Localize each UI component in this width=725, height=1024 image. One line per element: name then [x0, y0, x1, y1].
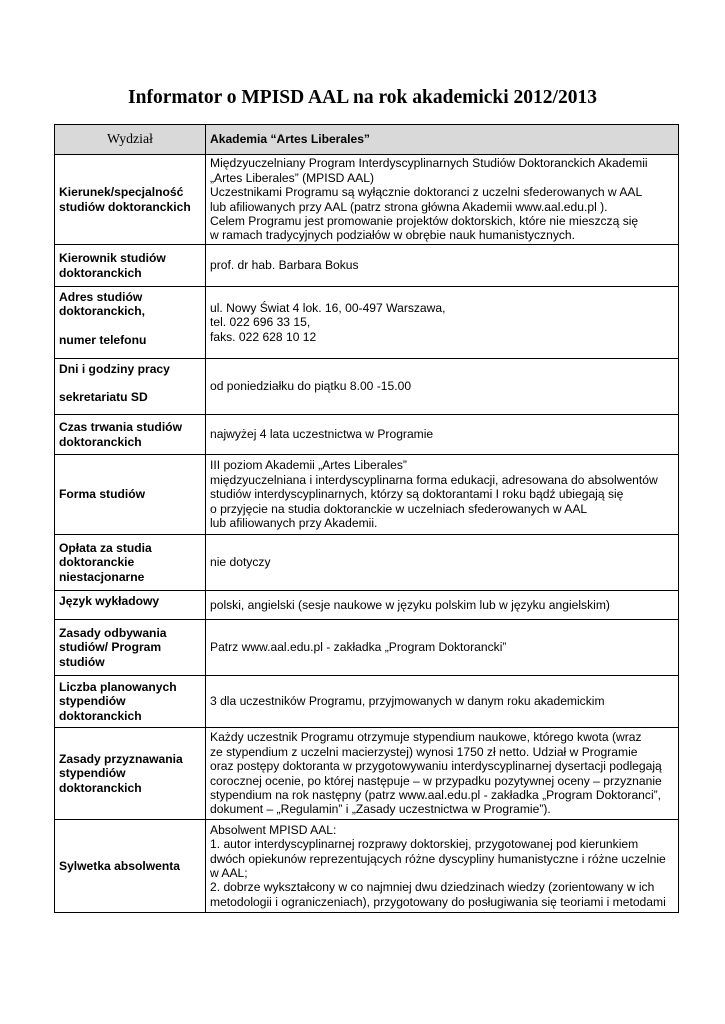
row-field-of-study — [55, 155, 679, 245]
label-tuition: Opłata za studia doktoranckie niestacjonarne — [55, 535, 206, 591]
label-scholarship-count: Liczba planowanych stypendiów doktoranckich — [55, 676, 206, 728]
value-language: polski, angielski (sesje naukowe w języku polskim lub w języku angielskim) — [206, 591, 679, 620]
label-duration: Czas trwania studiów doktoranckich — [55, 415, 206, 455]
label-language: Język wykładowy — [55, 591, 206, 620]
row-study-form — [55, 455, 679, 535]
row-tuition — [55, 535, 679, 591]
value-scholarship-count: 3 dla uczestników Programu, przyjmowanych w danym roku akademickim — [206, 676, 679, 728]
value-duration: najwyżej 4 lata uczestnictwa w Programie — [206, 415, 679, 455]
header-faculty-value: Akademia “Artes Liberales” — [206, 125, 679, 155]
row-office-hours — [55, 359, 679, 415]
label-study-form: Forma studiów — [55, 455, 206, 535]
row-study-rules — [55, 620, 679, 676]
value-address: ul. Nowy Świat 4 lok. 16, 00-497 Warszawa, tel. 022 696 33 15, faks. 022 628 10 12 — [206, 287, 679, 359]
value-field-of-study: Międzyuczelniany Program Interdyscyplinarnych Studiów Doktoranckich Akademii „Artes Liberales” (MPISD AAL) Uczestnikami Programu są wyłącznie doktoranci z uczelni sfederowanych w AAL lub afiliowanych przy AAL (patrz strona główna Akademii www.aal.edu.pl ). Celem Programu jest promowanie projektów doktorskich, które nie mieszczą się w ramach tradycyjnych podziałów w obrębie nauk humanistycznych. — [206, 155, 679, 245]
value-office-hours: od poniedziałku do piątku 8.00 -15.00 — [206, 359, 679, 415]
page-title: Informator o MPISD AAL na rok akademicki 2012/2013 — [128, 87, 597, 108]
label-office-hours: Dni i godziny pracy sekretariatu SD — [55, 359, 206, 415]
label-study-rules: Zasady odbywania studiów/ Program studiów — [55, 620, 206, 676]
value-scholarship-rules: Każdy uczestnik Programu otrzymuje stypendium naukowe, którego kwota (wraz ze stypendium z uczelni macierzystej) wynosi 1750 zł netto. Udział w Programie oraz postępy doktoranta w przygotowywaniu interdyscyplinarnej dysertacji podlegają corocznej ocenie, po której następuje – w przypadku pozytywnej oceny – przyznanie stypendium na rok następny (patrz www.aal.edu.pl - zakładka „Program Doktoranci”, dokument – „Regulamin” i „Zasady uczestnictwa w Programie”). — [206, 728, 679, 820]
row-duration — [55, 415, 679, 455]
row-scholarship-rules — [55, 728, 679, 820]
value-study-form: III poziom Akademii „Artes Liberales” międzyuczelniana i interdyscyplinarna forma edukacji, adresowana do absolwentów studiów interdyscyplinarnych, którzy są doktorantami I roku bądź ubiegają się o przyjęcie na studia doktoranckie w uczelniach sfederowanych w AAL lub afiliowanych przy Akademii. — [206, 455, 679, 535]
value-tuition: nie dotyczy — [206, 535, 679, 591]
value-graduate-profile: Absolwent MPISD AAL: 1. autor interdyscyplinarnej rozprawy doktorskiej, przygotowanej pod kierunkiem dwóch opiekunów reprezentujących różne dyscypliny humanistyczne i różne uczelnie w AAL; 2. dobrze wykształcony w co najmniej dwu dziedzinach wiedzy (zorientowany w ich metodologii i ograniczeniach), przygotowany do posługiwania się teoriami i metodami — [206, 820, 679, 913]
row-scholarship-count — [55, 676, 679, 728]
row-address — [55, 287, 679, 359]
row-graduate-profile — [55, 820, 679, 913]
label-scholarship-rules: Zasady przyznawania stypendiów doktoranckich — [55, 728, 206, 820]
table-header-row — [55, 125, 679, 155]
label-address: Adres studiów doktoranckich, numer telefonu — [55, 287, 206, 359]
row-language — [55, 591, 679, 620]
header-faculty-label: Wydział — [55, 125, 206, 155]
info-table — [54, 124, 679, 913]
label-program-head: Kierownik studiów doktoranckich — [55, 245, 206, 287]
label-graduate-profile: Sylwetka absolwenta — [55, 820, 206, 913]
value-program-head: prof. dr hab. Barbara Bokus — [206, 245, 679, 287]
label-field-of-study: Kierunek/specjalność studiów doktoranckich — [55, 155, 206, 245]
value-study-rules: Patrz www.aal.edu.pl - zakładka „Program Doktorancki” — [206, 620, 679, 676]
row-program-head — [55, 245, 679, 287]
